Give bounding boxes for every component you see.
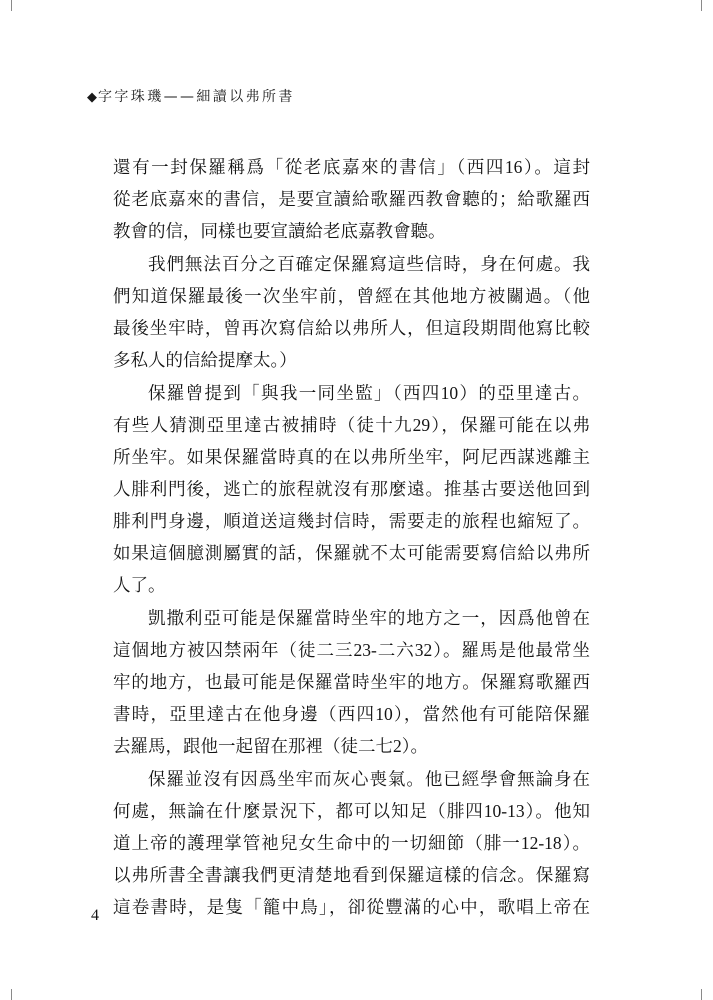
paragraph xyxy=(113,602,590,762)
body-line: 去羅馬，跟他一起留在那裡（徒二七2）。 xyxy=(113,736,428,756)
paragraph xyxy=(113,763,590,923)
paragraph xyxy=(113,377,590,601)
body-line: 最後坐牢時，曾再次寫信給以弗所人，但這段期間他寫比較 xyxy=(113,318,590,338)
crop-mark-top-left xyxy=(11,0,12,11)
body-line: 們知道保羅最後一次坐牢前，曾經在其他地方被關過。（他 xyxy=(113,286,590,306)
running-header-title: 字字珠璣——細讀以弗所書 xyxy=(98,89,295,105)
body-line: 還有一封保羅稱爲「從老底嘉來的書信」（西四16）。這封 xyxy=(113,157,590,177)
body-line: 如果這個臆測屬實的話，保羅就不太可能需要寫信給以弗所 xyxy=(113,543,590,563)
body-line: 多私人的信給提摩太。） xyxy=(113,350,297,370)
body-line: 腓利門身邊，順道送這幾封信時，需要走的旅程也縮短了。 xyxy=(113,511,590,531)
body-line: 人了。 xyxy=(113,575,166,595)
body-line: 以弗所書全書讓我們更清楚地看到保羅這樣的信念。保羅寫 xyxy=(113,865,590,885)
body-line: 從老底嘉來的書信，是要宣讀給歌羅西教會聽的；給歌羅西 xyxy=(113,189,590,209)
body-line: 何處，無論在什麼景況下，都可以知足（腓四10-13）。他知 xyxy=(113,801,590,821)
body-line: 有些人猜測亞里達古被捕時（徒十九29），保羅可能在以弗 xyxy=(113,415,590,435)
body-line: 保羅並沒有因爲坐牢而灰心喪氣。他已經學會無論身在 xyxy=(148,769,590,789)
paragraph xyxy=(113,248,590,376)
body-line: 道上帝的護理掌管祂兒女生命中的一切細節（腓一12-18）。 xyxy=(113,833,590,853)
body-line: 這卷書時，是隻「籠中鳥」，卻從豐滿的心中，歌唱上帝在 xyxy=(113,897,590,917)
body-text xyxy=(113,151,590,923)
crop-mark-bottom-right xyxy=(701,989,702,1000)
body-line: 我們無法百分之百確定保羅寫這些信時，身在何處。我 xyxy=(148,254,590,274)
crop-mark-top-right xyxy=(701,0,702,11)
running-header xyxy=(87,88,295,106)
page-number: 4 xyxy=(91,907,99,924)
body-line: 教會的信，同樣也要宣讀給老底嘉教會聽。 xyxy=(113,221,446,241)
body-line: 所坐牢。如果保羅當時真的在以弗所坐牢，阿尼西謀逃離主 xyxy=(113,447,590,467)
body-line: 保羅曾提到「與我一同坐監」（西四10）的亞里達古。 xyxy=(148,383,590,403)
paragraph xyxy=(113,151,590,247)
body-line: 這個地方被囚禁兩年（徒二三23-二六32）。羅馬是他最常坐 xyxy=(113,640,590,660)
body-line: 凱撒利亞可能是保羅當時坐牢的地方之一，因爲他曾在 xyxy=(148,608,590,628)
body-line: 書時，亞里達古在他身邊（西四10），當然他有可能陪保羅 xyxy=(113,704,590,724)
crop-mark-bottom-left xyxy=(11,989,12,1000)
diamond-icon: ◆ xyxy=(87,90,97,105)
body-line: 牢的地方，也最可能是保羅當時坐牢的地方。保羅寫歌羅西 xyxy=(113,672,590,692)
body-line: 人腓利門後，逃亡的旅程就沒有那麼遠。推基古要送他回到 xyxy=(113,479,590,499)
